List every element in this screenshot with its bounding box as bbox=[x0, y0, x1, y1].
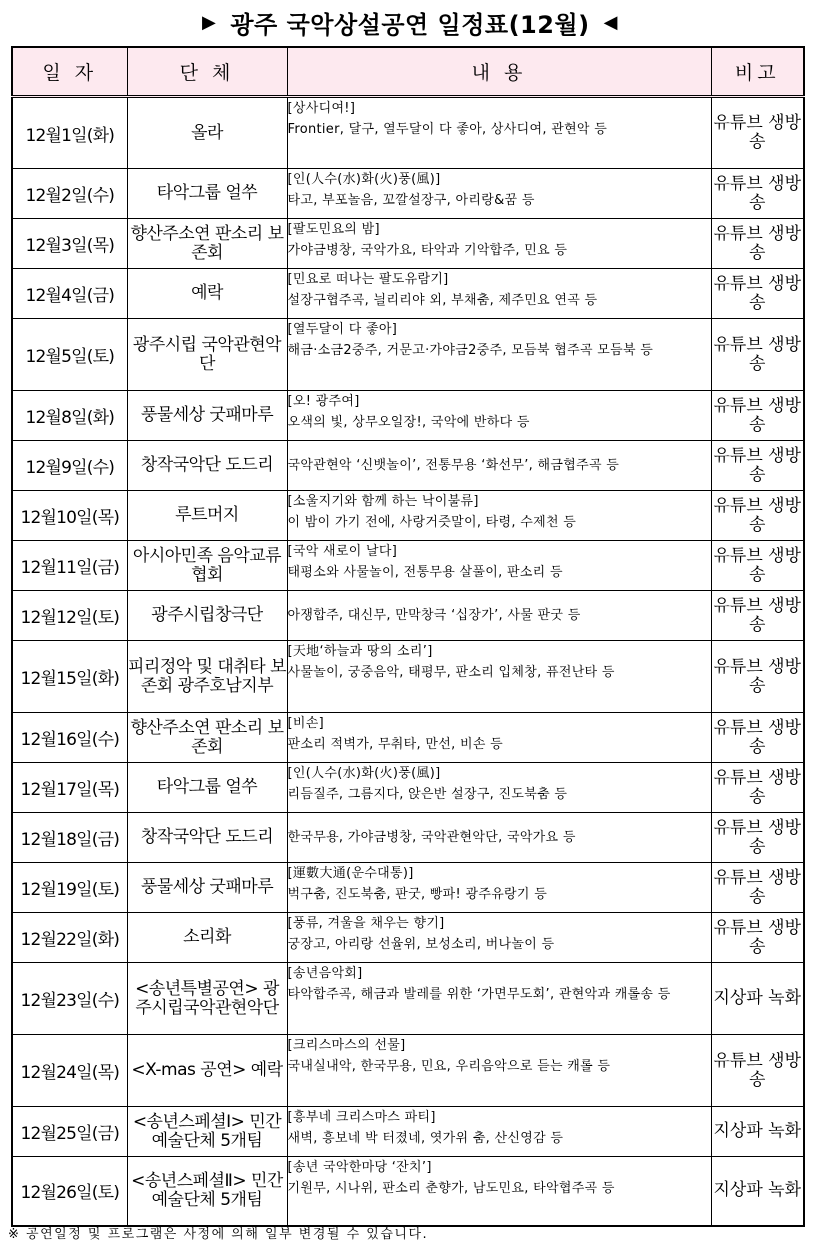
row-subtitle: [팔도민요의 밤] bbox=[287, 222, 380, 237]
row-note: 유튜브 생방송 bbox=[711, 713, 804, 763]
table-row bbox=[12, 1035, 804, 1107]
row-subtitle: [열두달이 다 좋아] bbox=[287, 322, 398, 337]
row-date: 12월5일(토) bbox=[12, 319, 127, 391]
row-group: <송년스페셜Ⅱ> 민간예술단체 5개팀 bbox=[127, 1157, 287, 1226]
row-content bbox=[287, 97, 711, 169]
row-date: 12월2일(수) bbox=[12, 169, 127, 219]
row-note: 유튜브 생방송 bbox=[711, 763, 804, 813]
row-group: 예락 bbox=[127, 269, 287, 319]
row-program: 리듬질주, 그름지다, 앉은반 설장구, 진도북춤 등 bbox=[287, 787, 568, 802]
row-content bbox=[287, 641, 711, 713]
table-row bbox=[12, 813, 804, 863]
row-group: 광주시립창극단 bbox=[127, 591, 287, 641]
row-content bbox=[287, 269, 711, 319]
left-triangle-icon: ◀ bbox=[603, 11, 618, 33]
table-row bbox=[12, 391, 804, 441]
row-program: 가야금병창, 국악가요, 타악과 기악합주, 민요 등 bbox=[287, 243, 568, 258]
row-group: 창작국악단 도드리 bbox=[127, 813, 287, 863]
row-group: 루트머지 bbox=[127, 491, 287, 541]
row-program: 오색의 빛, 상무오일장!, 국악에 반하다 등 bbox=[287, 415, 530, 430]
row-content bbox=[287, 1107, 711, 1157]
table-row bbox=[12, 863, 804, 913]
row-program: 태평소와 사물놀이, 전통무용 살풀이, 판소리 등 bbox=[287, 565, 563, 580]
row-content bbox=[287, 391, 711, 441]
row-note: 유튜브 생방송 bbox=[711, 391, 804, 441]
table-row bbox=[12, 591, 804, 641]
table-header-row bbox=[12, 47, 804, 97]
row-date: 12월15일(화) bbox=[12, 641, 127, 713]
row-group: 창작국악단 도드리 bbox=[127, 441, 287, 491]
row-group: 소리화 bbox=[127, 913, 287, 963]
table-row bbox=[12, 169, 804, 219]
row-group: 피리정악 및 대취타 보존회 광주호남지부 bbox=[127, 641, 287, 713]
row-note: 지상파 녹화 bbox=[711, 1157, 804, 1226]
schedule-rows bbox=[12, 97, 804, 1226]
row-subtitle: [송년음악회] bbox=[287, 966, 363, 981]
row-program: 판소리 적벽가, 무취타, 만선, 비손 등 bbox=[287, 737, 503, 752]
row-group: 풍물세상 굿패마루 bbox=[127, 391, 287, 441]
row-group: <X-mas 공연> 예락 bbox=[127, 1035, 287, 1107]
row-group: 풍물세상 굿패마루 bbox=[127, 863, 287, 913]
row-note: 유튜브 생방송 bbox=[711, 219, 804, 269]
row-date: 12월24일(목) bbox=[12, 1035, 127, 1107]
row-date: 12월10일(목) bbox=[12, 491, 127, 541]
row-date: 12월25일(금) bbox=[12, 1107, 127, 1157]
row-subtitle: [풍류, 겨울을 채우는 향기] bbox=[287, 916, 445, 931]
row-program: 국내실내악, 한국무용, 민요, 우리음악으로 듣는 캐롤 등 bbox=[287, 1059, 611, 1074]
row-program: 해금·소금2중주, 거문고·가야금2중주, 모듬북 협주곡 모듬북 등 bbox=[287, 343, 654, 358]
row-content bbox=[287, 713, 711, 763]
row-date: 12월11일(금) bbox=[12, 541, 127, 591]
row-note: 유튜브 생방송 bbox=[711, 441, 804, 491]
header-content: 내 용 bbox=[287, 47, 711, 97]
row-program: 한국무용, 가야금병창, 국악관현악단, 국악가요 등 bbox=[287, 830, 576, 845]
row-program: 타악합주곡, 해금과 발레를 위한 ‘가면무도회’, 관현악과 캐롤송 등 bbox=[287, 987, 671, 1002]
row-date: 12월19일(토) bbox=[12, 863, 127, 913]
row-content bbox=[287, 591, 711, 641]
row-subtitle: [소울지기와 함께 하는 낙이불류] bbox=[287, 494, 479, 509]
row-program: 새벽, 흥보네 박 터졌네, 엿가위 춤, 산신영감 등 bbox=[287, 1131, 564, 1146]
row-program: Frontier, 달구, 열두달이 다 좋아, 상사디여, 관현악 등 bbox=[287, 122, 608, 137]
schedule-table bbox=[11, 46, 805, 1227]
row-note: 유튜브 생방송 bbox=[711, 591, 804, 641]
row-program: 벅구춤, 진도북춤, 판굿, 빵파! 광주유랑기 등 bbox=[287, 887, 548, 902]
row-date: 12월17일(목) bbox=[12, 763, 127, 813]
table-row bbox=[12, 269, 804, 319]
table-row bbox=[12, 491, 804, 541]
row-note: 유튜브 생방송 bbox=[711, 541, 804, 591]
row-program: 아쟁합주, 대신무, 만막창극 ‘십장가’, 사물 판굿 등 bbox=[287, 608, 581, 623]
header-date: 일 자 bbox=[12, 47, 127, 97]
row-date: 12월18일(금) bbox=[12, 813, 127, 863]
row-group: 타악그룹 얼쑤 bbox=[127, 169, 287, 219]
row-subtitle: [인(人수(水)화(火)풍(風)] bbox=[287, 172, 441, 187]
row-content bbox=[287, 1157, 711, 1226]
row-content bbox=[287, 541, 711, 591]
header-note: 비고 bbox=[711, 47, 804, 97]
row-date: 12월12일(토) bbox=[12, 591, 127, 641]
row-subtitle: [흥부네 크리스마스 파티] bbox=[287, 1110, 436, 1125]
row-subtitle: [송년 국악한마당 ‘잔치’] bbox=[287, 1160, 432, 1175]
row-date: 12월22일(화) bbox=[12, 913, 127, 963]
row-date: 12월3일(목) bbox=[12, 219, 127, 269]
table-row bbox=[12, 319, 804, 391]
row-date: 12월23일(수) bbox=[12, 963, 127, 1035]
row-note: 유튜브 생방송 bbox=[711, 97, 804, 169]
row-content bbox=[287, 963, 711, 1035]
row-program: 이 밤이 가기 전에, 사랑거즛말이, 타령, 수제천 등 bbox=[287, 515, 577, 530]
row-note: 유튜브 생방송 bbox=[711, 813, 804, 863]
row-note: 유튜브 생방송 bbox=[711, 491, 804, 541]
row-group: 광주시립 국악관현악단 bbox=[127, 319, 287, 391]
row-content bbox=[287, 863, 711, 913]
row-note: 지상파 녹화 bbox=[711, 1107, 804, 1157]
table-row bbox=[12, 641, 804, 713]
row-program: 기원무, 시나위, 판소리 춘향가, 남도민요, 타악협주곡 등 bbox=[287, 1181, 615, 1196]
row-subtitle: [天地‘하늘과 땅의 소리’] bbox=[287, 644, 433, 659]
row-content bbox=[287, 169, 711, 219]
table-row bbox=[12, 763, 804, 813]
page-title bbox=[0, 4, 820, 40]
row-content bbox=[287, 491, 711, 541]
row-date: 12월4일(금) bbox=[12, 269, 127, 319]
table-row bbox=[12, 1107, 804, 1157]
table-row bbox=[12, 441, 804, 491]
row-date: 12월16일(수) bbox=[12, 713, 127, 763]
row-content bbox=[287, 219, 711, 269]
row-content bbox=[287, 1035, 711, 1107]
row-group: 올라 bbox=[127, 97, 287, 169]
row-note: 유튜브 생방송 bbox=[711, 913, 804, 963]
row-subtitle: [국악 새로이 날다] bbox=[287, 544, 398, 559]
row-note: 유튜브 생방송 bbox=[711, 319, 804, 391]
table-row bbox=[12, 713, 804, 763]
row-subtitle: [運數大通(운수대통)] bbox=[287, 866, 414, 881]
table-row bbox=[12, 1157, 804, 1226]
row-date: 12월9일(수) bbox=[12, 441, 127, 491]
row-program: 국악관현악 ‘신뱃놀이’, 전통무용 ‘화선무’, 해금협주곡 등 bbox=[287, 458, 620, 473]
row-note: 유튜브 생방송 bbox=[711, 169, 804, 219]
row-date: 12월8일(화) bbox=[12, 391, 127, 441]
row-program: 설장구협주곡, 늴리리야 외, 부채춤, 제주민요 연곡 등 bbox=[287, 293, 598, 308]
row-group: 향산주소연 판소리 보존회 bbox=[127, 713, 287, 763]
row-group: <송년특별공연> 광주시립국악관현악단 bbox=[127, 963, 287, 1035]
row-subtitle: [인(人수(水)화(火)풍(風)] bbox=[287, 766, 441, 781]
right-triangle-icon: ▶ bbox=[202, 11, 217, 33]
row-content bbox=[287, 441, 711, 491]
header-group: 단 체 bbox=[127, 47, 287, 97]
row-note: 지상파 녹화 bbox=[711, 963, 804, 1035]
table-row bbox=[12, 541, 804, 591]
row-group: 향산주소연 판소리 보존회 bbox=[127, 219, 287, 269]
row-program: 궁장고, 아리랑 선율위, 보성소리, 버나놀이 등 bbox=[287, 937, 555, 952]
row-note: 유튜브 생방송 bbox=[711, 1035, 804, 1107]
row-program: 타고, 부포놀음, 꼬깔설장구, 아리랑&꿈 등 bbox=[287, 193, 535, 208]
row-date: 12월1일(화) bbox=[12, 97, 127, 169]
row-subtitle: [민요로 떠나는 팔도유람기] bbox=[287, 272, 449, 287]
table-row bbox=[12, 963, 804, 1035]
row-content bbox=[287, 763, 711, 813]
table-row bbox=[12, 219, 804, 269]
row-group: 타악그룹 얼쑤 bbox=[127, 763, 287, 813]
row-note: 유튜브 생방송 bbox=[711, 863, 804, 913]
row-group: 아시아민족 음악교류협회 bbox=[127, 541, 287, 591]
row-subtitle: [크리스마스의 선물] bbox=[287, 1038, 406, 1053]
row-content bbox=[287, 319, 711, 391]
row-content bbox=[287, 813, 711, 863]
row-note: 유튜브 생방송 bbox=[711, 269, 804, 319]
footnote: ※ 공연일정 및 프로그램은 사정에 의해 일부 변경될 수 있습니다. bbox=[8, 1227, 429, 1242]
row-note: 유튜브 생방송 bbox=[711, 641, 804, 713]
row-date: 12월26일(토) bbox=[12, 1157, 127, 1226]
row-group: <송년스페셜Ⅰ> 민간예술단체 5개팀 bbox=[127, 1107, 287, 1157]
row-content bbox=[287, 913, 711, 963]
table-row bbox=[12, 97, 804, 169]
table-row bbox=[12, 913, 804, 963]
row-subtitle: [상사디여!] bbox=[287, 101, 356, 116]
row-program: 사물놀이, 궁중음악, 태평무, 판소리 입체창, 퓨전난타 등 bbox=[287, 665, 615, 680]
row-subtitle: [비손] bbox=[287, 716, 324, 731]
row-subtitle: [오! 광주여] bbox=[287, 394, 360, 409]
page-title-text: 광주 국악상설공연 일정표(12월) bbox=[230, 10, 590, 39]
